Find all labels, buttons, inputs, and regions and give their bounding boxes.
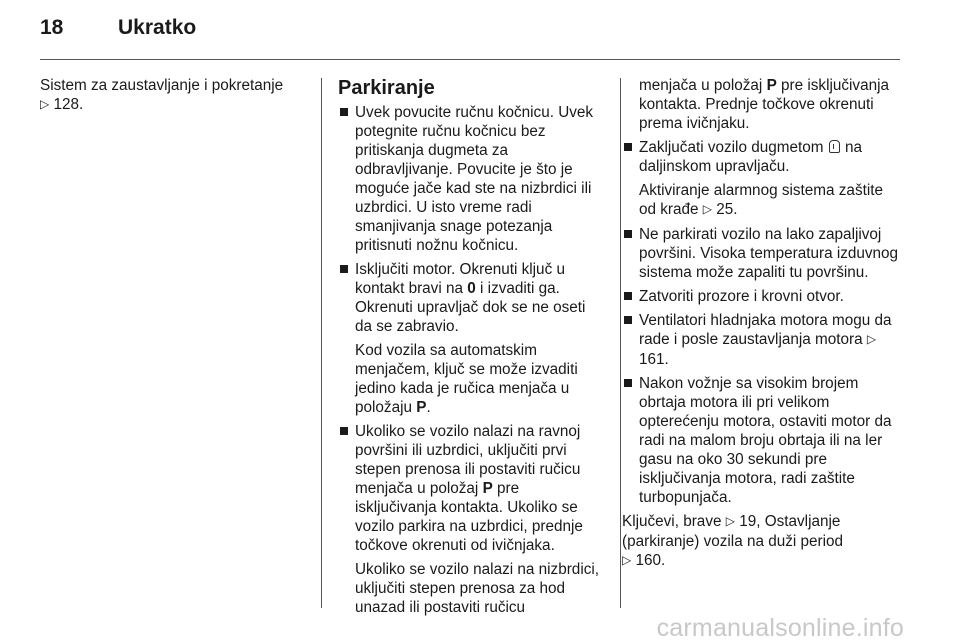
list-item [622, 374, 904, 507]
page-ref[interactable]: 25. [716, 201, 738, 218]
lock-icon [829, 140, 840, 153]
list-item [622, 311, 904, 369]
watermark: carmanualsonline.info [656, 614, 904, 642]
item-text: Zatvoriti prozore i krovni otvor. [639, 288, 844, 305]
item-text: . [426, 399, 431, 416]
page-ref[interactable]: 128. [53, 96, 84, 113]
column-divider [321, 78, 322, 608]
column-left [40, 76, 302, 120]
bullet-icon [624, 143, 632, 151]
item-text: Kod vozila sa automatskim menjačem, ključ se može izvaditi jedino kada je ručica menjača u položaju [355, 342, 578, 416]
item-text: pre isključivanja kontakta. Ukoliko se vozilo parkira na uzbrdici, prednje točkove okrenuti od ivičnjaka. [355, 480, 583, 554]
bullet-icon [340, 427, 348, 435]
bullet-icon [624, 379, 632, 387]
reference-arrow-icon: ▷ [725, 514, 735, 528]
item-text: Ukoliko se vozilo nalazi na ravnoj površini ili uzbrdici, uključiti prvi stepen prenosa ili postaviti ručicu menjača u položaj [355, 423, 581, 497]
page-header [40, 16, 196, 52]
ref-text: Sistem za zaustavljanje i pokretanje [40, 77, 284, 94]
item-text: Uvek povucite ručnu kočnicu. Uvek potegnite ručnu kočnicu bez pritiskanja dugmeta za odbravljivanje. Povucite je što je moguće jače kad ste na nizbrdici ili uzbrdici. U isto vreme radi smanjivanja snage potezanja pritisnuti nožnu kočnicu. [355, 104, 594, 254]
list-item [622, 225, 904, 282]
bullet-icon [624, 292, 632, 300]
column-right [622, 76, 904, 576]
item-text: i izvaditi ga. Okrenuti upravljač dok se ne oseti da se zabravio. [355, 280, 586, 335]
reference-arrow-icon: ▷ [702, 202, 713, 216]
gear-position: P [482, 480, 493, 497]
cross-reference [40, 76, 302, 115]
item-text: Ventilatori hladnjaka motora mogu da rade i posle zaustavljanja motora [639, 312, 892, 348]
item-text: menjača u položaj [639, 77, 767, 94]
header-divider [40, 59, 900, 60]
bullet-icon [340, 265, 348, 273]
item-text: Ne parkirati vozilo na lako zapaljivoj površini. Visoka temperatura izduvnog sistema može zapaliti tu površinu. [639, 226, 899, 281]
page-ref[interactable]: 19, Ostavljanje (parkiranje) vozila na duži period [622, 513, 844, 550]
bullet-icon [624, 230, 632, 238]
item-text: Zaključati vozilo dugmetom [639, 139, 824, 156]
page-number: 18 [40, 16, 64, 39]
page-title: Ukratko [118, 16, 197, 39]
section-title: Parkiranje [338, 77, 435, 99]
gear-position: P [766, 77, 777, 94]
continued-paragraph [622, 76, 904, 133]
item-text: Ukoliko se vozilo nalazi na nizbrdici, uključiti stepen prenosa za hod unazad ili postaviti ručicu [355, 561, 600, 616]
list-item [338, 260, 604, 336]
list-item [338, 422, 604, 555]
bullet-icon [624, 316, 632, 324]
item-text: Aktiviranje alarmnog sistema zaštite od krađe [639, 182, 883, 218]
item-text: Isključiti motor. Okrenuti ključ u kontakt bravi na [355, 261, 565, 297]
column-divider [620, 78, 621, 608]
column-middle [338, 76, 604, 622]
ref-text: Ključevi, brave [622, 513, 722, 530]
list-item [622, 138, 904, 176]
sub-paragraph [622, 181, 904, 220]
sub-paragraph [338, 341, 604, 417]
item-text: Nakon vožnje sa visokim brojem obrtaja motora ili pri velikom opterećenju motora, ostaviti motor da radi na malom broju obrtaja ili na ler gasu na oko 30 sekundi pre isključivanja motora, radi zaštite turbopunjača. [639, 375, 892, 506]
reference-arrow-icon: ▷ [622, 553, 632, 567]
gear-position: P [416, 399, 427, 416]
list-item [622, 287, 904, 306]
item-text: na daljinskom upravljaču. [639, 139, 863, 175]
page-ref[interactable]: 160. [635, 552, 666, 569]
item-text: pre isključivanja kontakta. Prednje točkove okrenuti prema ivičnjaku. [639, 77, 889, 132]
bullet-icon [340, 108, 348, 116]
list-item [338, 103, 604, 255]
sub-paragraph [338, 560, 604, 617]
page-ref[interactable]: 161. [639, 351, 669, 368]
reference-arrow-icon: ▷ [866, 332, 877, 346]
cross-reference [622, 512, 904, 571]
reference-arrow-icon: ▷ [40, 97, 50, 111]
key-position: 0 [467, 280, 476, 297]
